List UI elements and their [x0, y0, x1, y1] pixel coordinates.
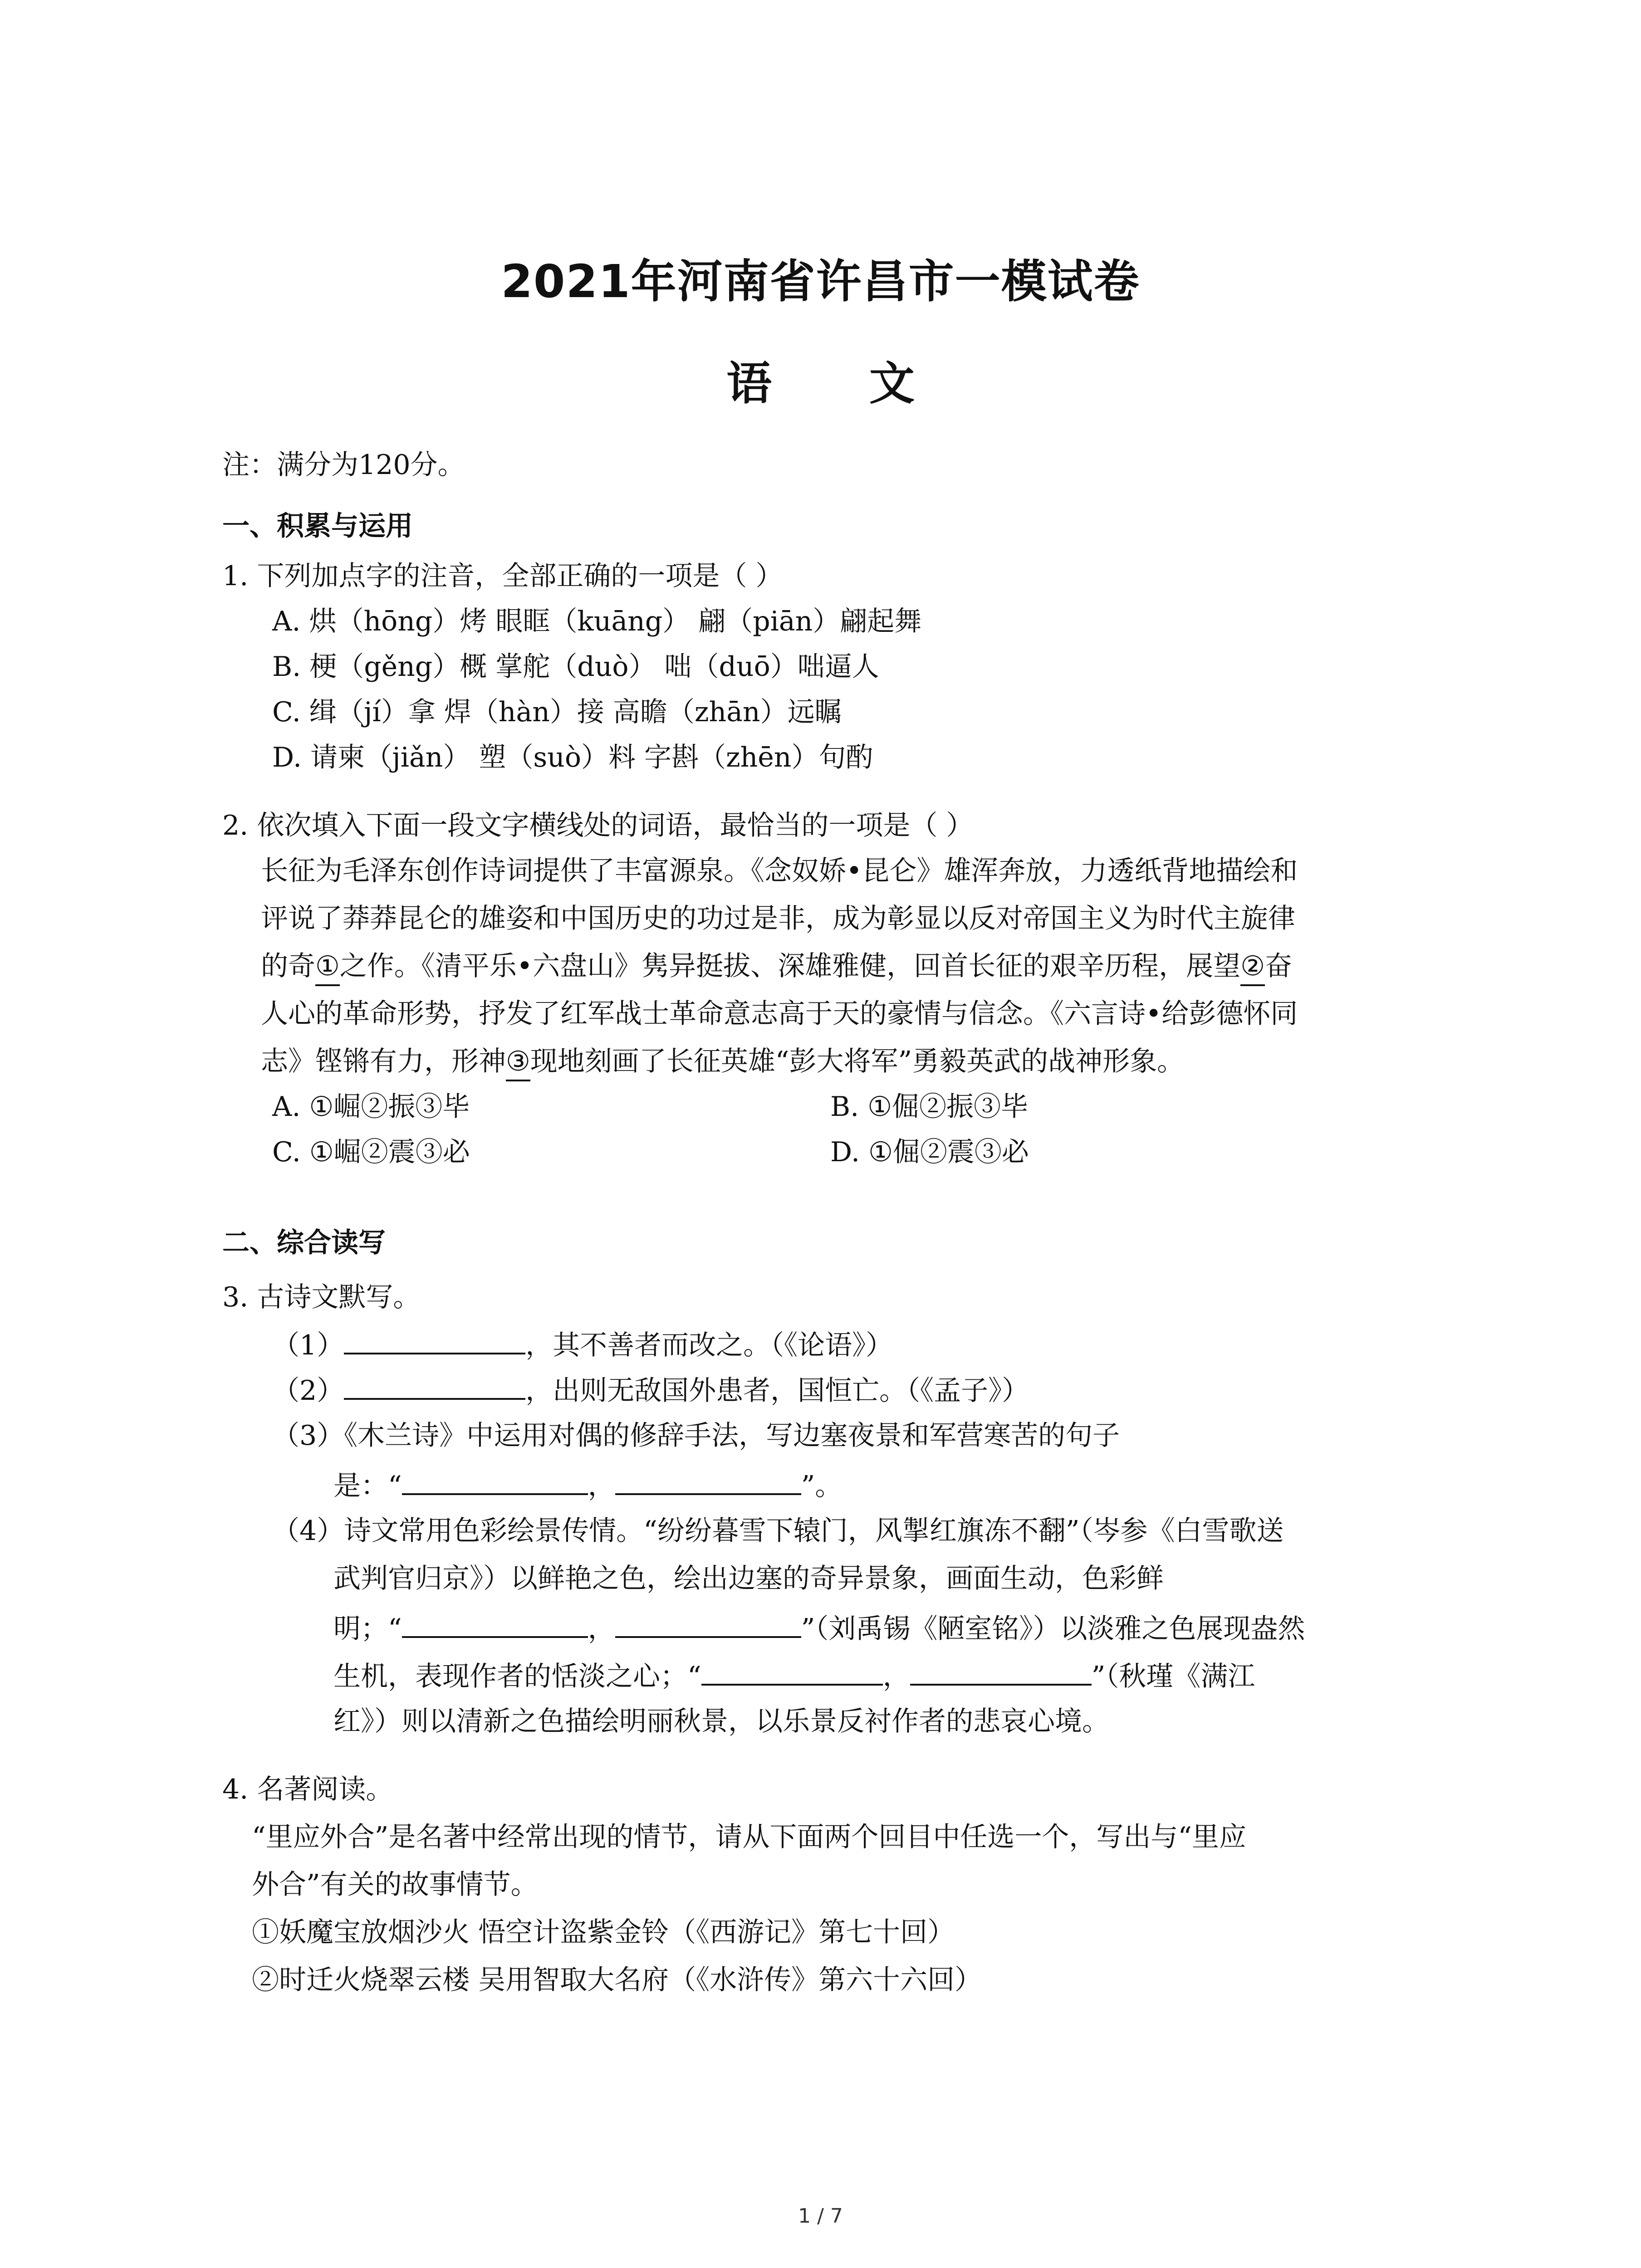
- answer-blank[interactable]: [910, 1656, 1092, 1686]
- question-3-item-4-line: 武判官归京》）以鲜艳之色，绘出边塞的奇异景象，画面生动，色彩鲜: [333, 1563, 1164, 1594]
- answer-blank[interactable]: [402, 1465, 588, 1495]
- item-text: ，: [882, 1661, 910, 1692]
- question-2-option-c: C. ①崛②震③必: [272, 1136, 470, 1168]
- question-1-stem: 1. 下列加点字的注音，全部正确的一项是（ ）: [222, 560, 783, 592]
- question-2-passage-line: 长征为毛泽东创作诗词提供了丰富源泉。《念奴娇•昆仑》雄浑奔放，力透纸背地描绘和: [261, 855, 1298, 887]
- item-text: ”（秋瑾《满江: [1091, 1661, 1255, 1692]
- question-3-item-3: （3）《木兰诗》中运用对偶的修辞手法，写边塞夜景和军营寒苦的句子: [272, 1420, 1120, 1452]
- item-text: 生机，表现作者的恬淡之心；“: [333, 1661, 701, 1692]
- section-heading-1: 一、积累与运用: [222, 510, 413, 542]
- item-text: ”。: [801, 1470, 843, 1502]
- item-text: ，其不善者而改之。（《论语》）: [525, 1330, 893, 1361]
- question-3-item-4-line: [333, 1608, 1305, 1647]
- question-3-item-2: [272, 1370, 1029, 1409]
- subject-title: 语 文: [726, 357, 955, 410]
- item-number: （1）: [272, 1330, 344, 1361]
- question-4-body-line: “里应外合”是名著中经常出现的情节，请从下面两个回目中任选一个，写出与“里应: [252, 1821, 1247, 1853]
- question-3-item-4: （4）诗文常用色彩绘景传情。“纷纷暮雪下辕门，风掣红旗冻不翻”（岑参《白雪歌送: [272, 1515, 1284, 1547]
- question-2-option-d: D. ①倔②震③必: [830, 1136, 1029, 1168]
- blank-marker-1: ①: [315, 948, 340, 986]
- question-1-option-c: C. 缉（jí）拿 焊（hàn）接 高瞻（zhān）远瞩: [272, 696, 842, 728]
- answer-blank[interactable]: [402, 1608, 588, 1638]
- answer-blank[interactable]: [615, 1465, 801, 1495]
- answer-blank[interactable]: [344, 1325, 525, 1354]
- item-text: 是：“: [333, 1470, 402, 1502]
- question-4-option-2: ②时迁火烧翠云楼 吴用智取大名府（《水浒传》第六十六回）: [252, 1964, 982, 1996]
- question-3-stem: 3. 古诗文默写。: [222, 1281, 421, 1313]
- item-text: ，: [588, 1470, 615, 1502]
- question-3-item-1: [272, 1325, 893, 1364]
- question-3-item-4-line: [333, 1656, 1255, 1695]
- question-2-passage-line: 人心的革命形势，抒发了红军战士革命意志高于天的豪情与信念。《六言诗•给彭德怀同: [261, 998, 1298, 1030]
- blank-marker-2: ②: [1240, 948, 1265, 986]
- question-1-option-a: A. 烘（hōng）烤 眼眶（kuāng） 翩（piān）翩起舞: [272, 606, 922, 637]
- passage-text: 之作。《清平乐•六盘山》隽异挺拔、深雄雅健，回首长征的艰辛历程，展望: [339, 950, 1241, 982]
- item-number: （2）: [272, 1375, 344, 1407]
- item-text: 明；“: [333, 1613, 402, 1645]
- question-2-passage-line: [261, 948, 1292, 986]
- question-4-stem: 4. 名著阅读。: [222, 1774, 393, 1805]
- item-text: ”（刘禹锡《陋室铭》）以淡雅之色展现盎然: [801, 1613, 1305, 1645]
- passage-text: 的奇: [261, 950, 315, 982]
- blank-marker-3: ③: [506, 1043, 530, 1081]
- question-3-item-4-line: 红》）则以清新之色描绘明丽秋景，以乐景反衬作者的悲哀心境。: [333, 1706, 1109, 1737]
- score-note: 注：满分为120分。: [222, 449, 465, 481]
- question-2-stem: 2. 依次填入下面一段文字横线处的词语，最恰当的一项是（ ）: [222, 810, 974, 841]
- passage-text: 志》铿锵有力，形神: [261, 1046, 506, 1077]
- question-1-option-b: B. 梗（gěng）概 掌舵（duò） 咄（duō）咄逼人: [272, 651, 879, 683]
- answer-blank[interactable]: [701, 1656, 883, 1686]
- question-2-passage-line: [261, 1043, 1184, 1081]
- question-4-option-1: ①妖魔宝放烟沙火 悟空计盗紫金铃（《西游记》第七十回）: [252, 1916, 955, 1948]
- question-2-option-b: B. ①倔②振③毕: [830, 1091, 1029, 1123]
- passage-text: 现地刻画了长征英雄“彭大将军”勇毅英武的战神形象。: [530, 1046, 1185, 1077]
- question-1-option-d: D. 请柬（jiǎn） 塑（suò）料 字斟（zhēn）句酌: [272, 742, 873, 773]
- section-heading-2: 二、综合读写: [222, 1227, 386, 1259]
- answer-blank[interactable]: [344, 1370, 525, 1400]
- item-text: ，出则无敌国外患者，国恒亡。（《孟子》）: [525, 1375, 1029, 1407]
- question-3-item-3-answer: [333, 1465, 842, 1504]
- question-2-option-a: A. ①崛②振③毕: [272, 1091, 470, 1123]
- question-4-body-line: 外合”有关的故事情节。: [252, 1869, 538, 1901]
- passage-text: 奋: [1264, 950, 1292, 982]
- exam-title: 2021年河南省许昌市一模试卷: [501, 255, 1140, 308]
- answer-blank[interactable]: [615, 1608, 801, 1638]
- item-text: ，: [588, 1613, 615, 1645]
- question-2-passage-line: 评说了莽莽昆仑的雄姿和中国历史的功过是非，成为彰显以反对帝国主义为时代主旋律: [261, 903, 1295, 934]
- page-number: 1 / 7: [798, 2204, 843, 2228]
